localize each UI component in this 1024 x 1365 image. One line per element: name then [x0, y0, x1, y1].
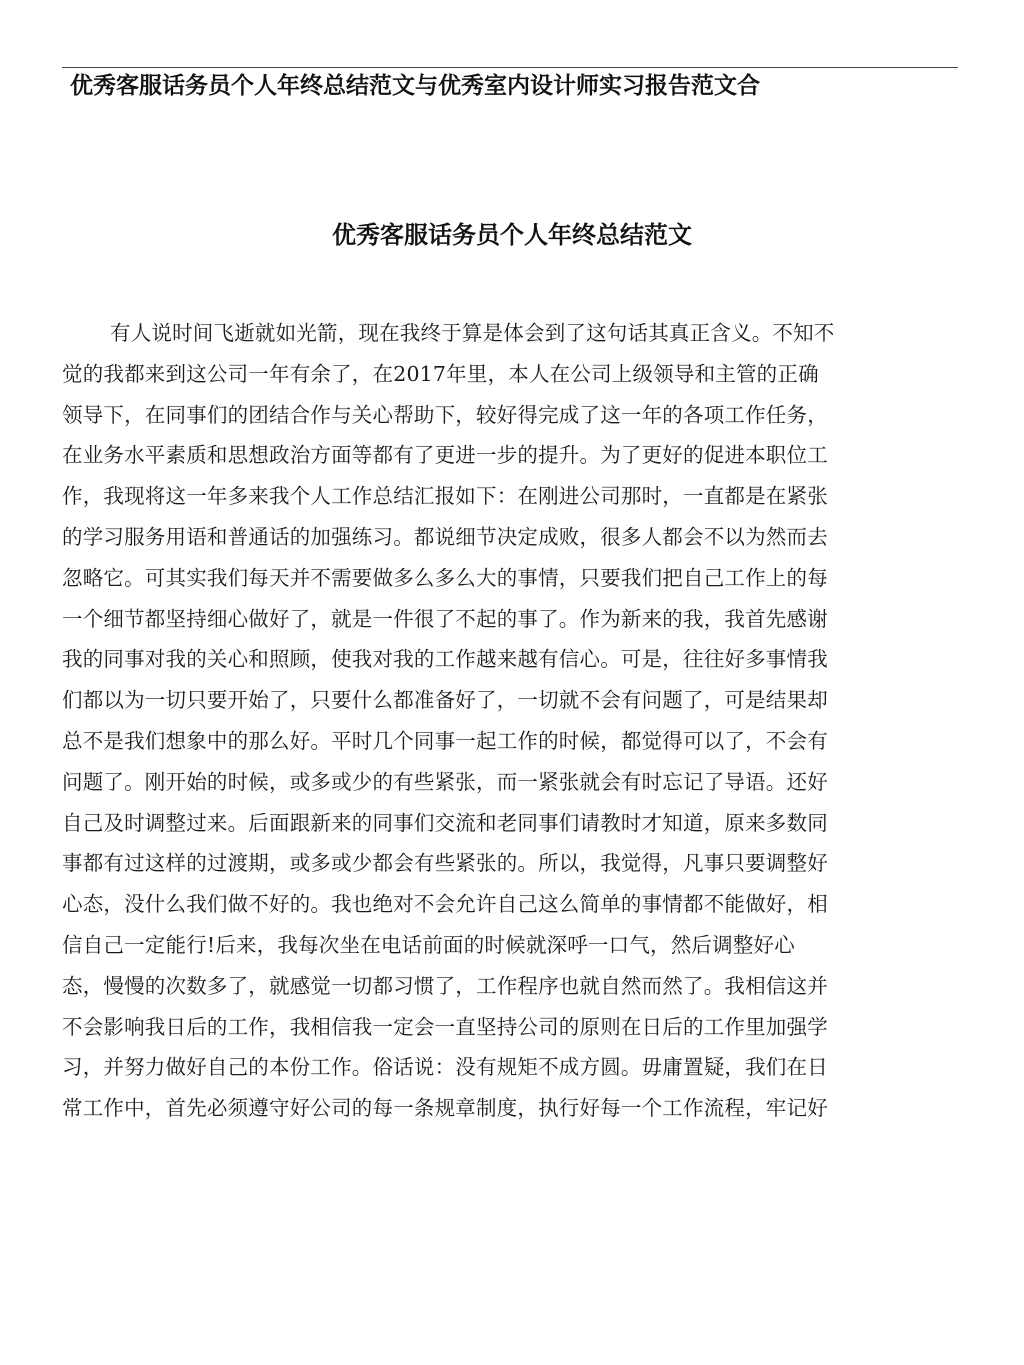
paragraph-line: 习，并努力做好自己的本份工作。俗话说：没有规矩不成方圆。毋庸置疑，我们在日	[62, 1055, 828, 1080]
paragraph-line: 常工作中，首先必须遵守好公司的每一条规章制度，执行好每一个工作流程，牢记好	[62, 1096, 828, 1121]
paragraph-line: 不会影响我日后的工作，我相信我一定会一直坚持公司的原则在日后的工作里加强学	[62, 1014, 828, 1039]
paragraph-line: 心态，没什么我们做不好的。我也绝对不会允许自己这么简单的事情都不能做好，相	[62, 892, 828, 917]
paragraph-line: 们都以为一切只要开始了，只要什么都准备好了，一切就不会有问题了，可是结果却	[62, 688, 828, 713]
paragraph-line: 总不是我们想象中的那么好。平时几个同事一起工作的时候，都觉得可以了，不会有	[62, 728, 828, 753]
paragraph-line: 自己及时调整过来。后面跟新来的同事们交流和老同事们请教时才知道，原来多数同	[62, 810, 828, 835]
body-text	[62, 313, 962, 1129]
paragraph-line: 态，慢慢的次数多了，就感觉一切都习惯了，工作程序也就自然而然了。我相信这并	[62, 973, 828, 998]
paragraph-line: 一个细节都坚持细心做好了，就是一件很了不起的事了。作为新来的我，我首先感谢	[62, 606, 828, 631]
paragraph-line: 觉的我都来到这公司一年有余了，在2017年里，本人在公司上级领导和主管的正确	[62, 361, 819, 386]
paragraph-line: 忽略它。可其实我们每天并不需要做多么多么大的事情，只要我们把自己工作上的每	[62, 565, 828, 590]
paragraph-line: 的学习服务用语和普通话的加强练习。都说细节决定成败，很多人都会不以为然而去	[62, 524, 828, 549]
paragraph-line: 我的同事对我的关心和照顾，使我对我的工作越来越有信心。可是，往往好多事情我	[62, 647, 828, 672]
paragraph-line: 作，我现将这一年多来我个人工作总结汇报如下：在刚进公司那时，一直都是在紧张	[62, 484, 828, 509]
paragraph-line: 事都有过这样的过渡期，或多或少都会有些紧张的。所以，我觉得，凡事只要调整好	[62, 851, 828, 876]
paragraph-line: 在业务水平素质和思想政治方面等都有了更进一步的提升。为了更好的促进本职位工	[62, 443, 828, 468]
paragraph-line: 信自己一定能行!后来，我每次坐在电话前面的时候就深呼一口气，然后调整好心	[62, 932, 795, 957]
header-rule	[62, 67, 958, 68]
paragraph-line: 领导下，在同事们的团结合作与关心帮助下，较好得完成了这一年的各项工作任务，	[62, 402, 828, 427]
paragraph-line: 问题了。刚开始的时候，或多或少的有些紧张，而一紧张就会有时忘记了导语。还好	[62, 769, 828, 794]
document-header: 优秀客服话务员个人年终总结范文与优秀室内设计师实习报告范文合	[70, 73, 760, 99]
article-title: 优秀客服话务员个人年终总结范文	[332, 221, 692, 249]
paragraph-line: 有人说时间飞逝就如光箭，现在我终于算是体会到了这句话其真正含义。不知不	[110, 321, 835, 345]
